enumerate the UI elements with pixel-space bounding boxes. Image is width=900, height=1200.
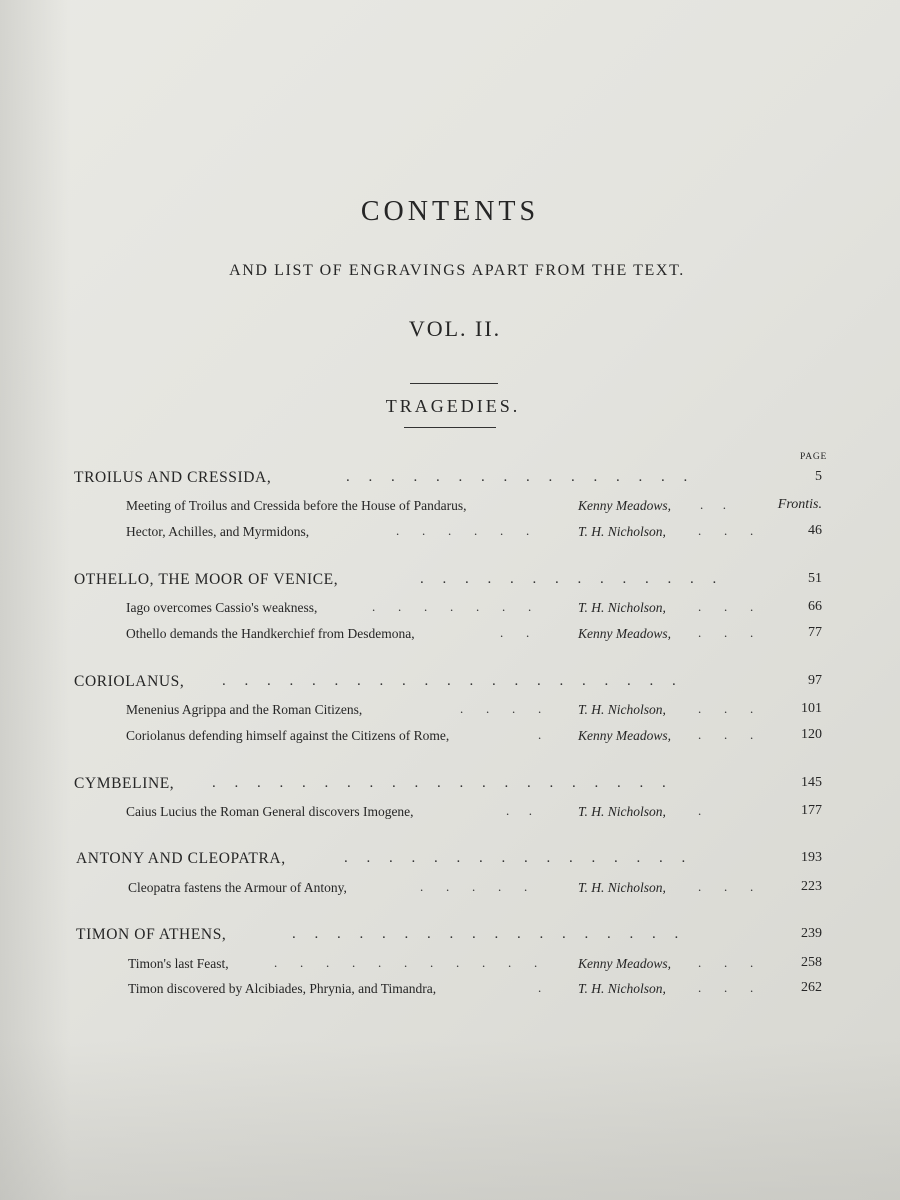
engraving-title: Meeting of Troilus and Cressida before the House of Pandarus, [126, 498, 467, 513]
engraving-page: Frontis. [777, 497, 822, 512]
engraving-title: Timon discovered by Alcibiades, Phrynia, and Timandra, [128, 981, 437, 996]
engraving-artist: T. H. Nicholson, [578, 600, 666, 615]
dot-leader: . [538, 980, 542, 995]
play-row [0, 926, 900, 948]
dot-leader: . . . [698, 625, 754, 640]
page-shadow-bottom [0, 1040, 900, 1200]
dot-leader: . [538, 727, 542, 742]
play-page: 239 [801, 926, 822, 941]
dot-leader: . . . [698, 701, 754, 716]
engraving-title: Iago overcomes Cassio's weakness, [126, 600, 318, 615]
engraving-artist: T. H. Nicholson, [578, 524, 666, 539]
play-page: 51 [808, 571, 822, 586]
engraving-row [0, 727, 900, 749]
dot-leader: . . . . . . . . . . . . . . [420, 571, 717, 587]
dot-leader: . . [506, 803, 532, 818]
engraving-title: Hector, Achilles, and Myrmidons, [126, 524, 310, 539]
engraving-page: 223 [801, 879, 822, 894]
engraving-title: Timon's last Feast, [128, 956, 229, 971]
play-page: 5 [815, 469, 822, 484]
engraving-page: 177 [801, 803, 822, 818]
play-page: 145 [801, 775, 822, 790]
dot-leader: . . . . [460, 701, 542, 716]
engraving-row [0, 955, 900, 977]
dot-leader: . . . . . . [396, 523, 530, 538]
dot-leader: . . [700, 497, 726, 512]
play-row [0, 469, 900, 491]
engraving-title: Cleopatra fastens the Armour of Antony, [128, 880, 347, 895]
play-title: CORIOLANUS, [74, 673, 185, 690]
play-row [0, 673, 900, 695]
engraving-row [0, 523, 900, 545]
engraving-page: 77 [808, 625, 822, 640]
engraving-row [0, 803, 900, 825]
section-heading: TRAGEDIES. [385, 396, 521, 416]
dot-leader: . . . . . . . [372, 599, 532, 614]
engraving-artist: Kenny Meadows, [578, 728, 671, 743]
engraving-artist: T. H. Nicholson, [578, 880, 666, 895]
engraving-row [0, 701, 900, 723]
dot-leader: . . . . . . . . . . . . . . . . . . [292, 926, 679, 942]
engraving-page: 66 [808, 599, 822, 614]
dot-leader: . . . . . . . . . . . . . . . . . . . . . [212, 775, 666, 791]
engraving-page: 120 [801, 727, 822, 742]
engraving-title: Menenius Agrippa and the Roman Citizens, [126, 702, 363, 717]
play-title: OTHELLO, THE MOOR OF VENICE, [74, 571, 339, 588]
engraving-page: 262 [801, 980, 822, 995]
play-title: ANTONY AND CLEOPATRA, [76, 850, 286, 867]
play-row [0, 775, 900, 797]
engraving-artist: T. H. Nicholson, [578, 981, 666, 996]
divider-top [410, 383, 498, 384]
volume-label: VOL. II. [408, 316, 502, 341]
dot-leader: . . . [698, 980, 754, 995]
engraving-row [0, 980, 900, 1002]
engraving-page: 101 [801, 701, 822, 716]
divider-bottom [404, 427, 496, 428]
engraving-page: 46 [808, 523, 822, 538]
dot-leader: . [698, 803, 702, 818]
engraving-title: Othello demands the Handkerchief from Desdemona, [126, 626, 415, 641]
engraving-artist: T. H. Nicholson, [578, 804, 666, 819]
dot-leader: . . . . . . . . . . . . . . . . . . . . . [222, 673, 676, 689]
play-title: TIMON OF ATHENS, [76, 926, 227, 943]
dot-leader: . . . . . . . . . . . . . . . . [346, 469, 688, 485]
dot-leader: . . . . . . . . . . . [274, 955, 538, 970]
dot-leader: . . . . . [420, 879, 528, 894]
engraving-artist: Kenny Meadows, [578, 498, 671, 513]
dot-leader: . . . [698, 879, 754, 894]
engraving-row [0, 879, 900, 901]
page-subtitle: AND LIST OF ENGRAVINGS APART FROM THE TEXT. [229, 262, 685, 279]
play-page: 97 [808, 673, 822, 688]
engraving-artist: T. H. Nicholson, [578, 702, 666, 717]
engraving-artist: Kenny Meadows, [578, 956, 671, 971]
engraving-row [0, 599, 900, 621]
page-title: CONTENTS [360, 196, 540, 227]
dot-leader: . . . . . . . . . . . . . . . . [344, 850, 686, 866]
play-title: CYMBELINE, [74, 775, 175, 792]
engraving-row [0, 497, 900, 519]
dot-leader: . . . [698, 599, 754, 614]
play-page: 193 [801, 850, 822, 865]
dot-leader: . . . [698, 955, 754, 970]
play-title: TROILUS AND CRESSIDA, [74, 469, 272, 486]
dot-leader: . . [500, 625, 530, 640]
engraving-row [0, 625, 900, 647]
engraving-page: 258 [801, 955, 822, 970]
play-row [0, 571, 900, 593]
dot-leader: . . . [698, 727, 754, 742]
engraving-artist: Kenny Meadows, [578, 626, 671, 641]
play-row [0, 850, 900, 872]
engraving-title: Caius Lucius the Roman General discovers Imogene, [126, 804, 414, 819]
dot-leader: . . . [698, 523, 754, 538]
page-column-heading: PAGE [800, 452, 828, 462]
engraving-title: Coriolanus defending himself against the Citizens of Rome, [126, 728, 450, 743]
